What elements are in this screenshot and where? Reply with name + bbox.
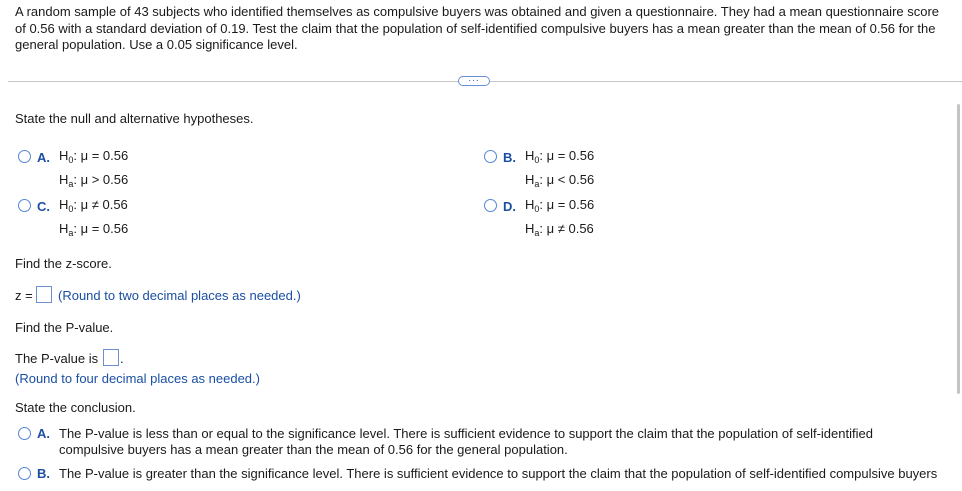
hypothesis-option-c[interactable] bbox=[59, 195, 128, 243]
zscore-hint: (Round to two decimal places as needed.) bbox=[58, 288, 301, 303]
zscore-prompt: Find the z-score. bbox=[15, 256, 112, 271]
null-hypothesis-c: $H_0$: μ ≠ 0.56 bbox=[59, 197, 128, 214]
conclusion-prompt: State the conclusion. bbox=[15, 400, 136, 415]
conclusion-option-b[interactable]: The P-value is greater than the significance level. There is sufficient evidence to support the claim that the population of self-identified compulsive buyers bbox=[59, 466, 938, 481]
zscore-input[interactable] bbox=[36, 286, 52, 303]
alt-hypothesis-a: $H_a$: μ > 0.56 bbox=[59, 172, 129, 189]
hypothesis-option-c-letter: C. bbox=[37, 199, 50, 214]
null-hypothesis-d: $H_0$: μ = 0.56 bbox=[525, 197, 595, 214]
conclusion-option-b-radio[interactable] bbox=[18, 467, 31, 480]
hypothesis-option-b[interactable] bbox=[525, 146, 594, 194]
hypothesis-option-b-radio[interactable] bbox=[484, 150, 497, 163]
hypothesis-option-c-radio[interactable] bbox=[18, 199, 31, 212]
pvalue-hint: (Round to four decimal places as needed.) bbox=[15, 371, 260, 386]
alt-hypothesis-c: $H_a$: μ = 0.56 bbox=[59, 221, 129, 238]
conclusion-option-a-letter: A. bbox=[37, 426, 50, 441]
pvalue-label: The P-value is bbox=[15, 351, 99, 366]
hypothesis-option-a-letter: A. bbox=[37, 150, 50, 165]
alt-hypothesis-b: $H_a$: μ < 0.56 bbox=[525, 172, 595, 189]
more-dots-icon: ... bbox=[468, 73, 480, 84]
hypotheses-prompt: State the null and alternative hypotheses. bbox=[15, 111, 254, 126]
conclusion-option-a-radio[interactable] bbox=[18, 427, 31, 440]
null-hypothesis-b: $H_0$: μ = 0.56 bbox=[525, 148, 595, 165]
pvalue-prompt: Find the P-value. bbox=[15, 320, 114, 335]
conclusion-option-b-letter: B. bbox=[37, 466, 50, 481]
null-hypothesis-a: $H_0$: μ = 0.56 bbox=[59, 148, 129, 165]
pvalue-period: . bbox=[120, 351, 124, 366]
hypothesis-option-b-letter: B. bbox=[503, 150, 516, 165]
conclusion-option-a[interactable]: The P-value is less than or equal to the significance level. There is sufficient evidence to support the claim that the population of self-identified compulsive buyers has a mean greater than the mean of 0.56 for the general population. bbox=[59, 426, 873, 457]
hypothesis-option-a[interactable] bbox=[59, 146, 128, 194]
hypothesis-option-d[interactable] bbox=[525, 195, 594, 243]
zscore-label: z = bbox=[15, 288, 33, 303]
hypothesis-option-a-radio[interactable] bbox=[18, 150, 31, 163]
vertical-scrollbar[interactable] bbox=[957, 104, 960, 394]
hypothesis-option-d-letter: D. bbox=[503, 199, 516, 214]
expand-more-button[interactable] bbox=[458, 73, 490, 86]
alt-hypothesis-d: $H_a$: μ ≠ 0.56 bbox=[525, 221, 594, 238]
hypothesis-option-d-radio[interactable] bbox=[484, 199, 497, 212]
problem-statement: A random sample of 43 subjects who identified themselves as compulsive buyers was obtained and given a questionnaire. They had a mean questionnaire score of 0.56 with a standard deviation of 0.19. Test the claim that the population of self-identified compulsive buyers has a mean greater than the mean of 0.56 for the general population. Use a 0.05 significance level. bbox=[15, 4, 940, 52]
pvalue-input[interactable] bbox=[103, 349, 119, 366]
